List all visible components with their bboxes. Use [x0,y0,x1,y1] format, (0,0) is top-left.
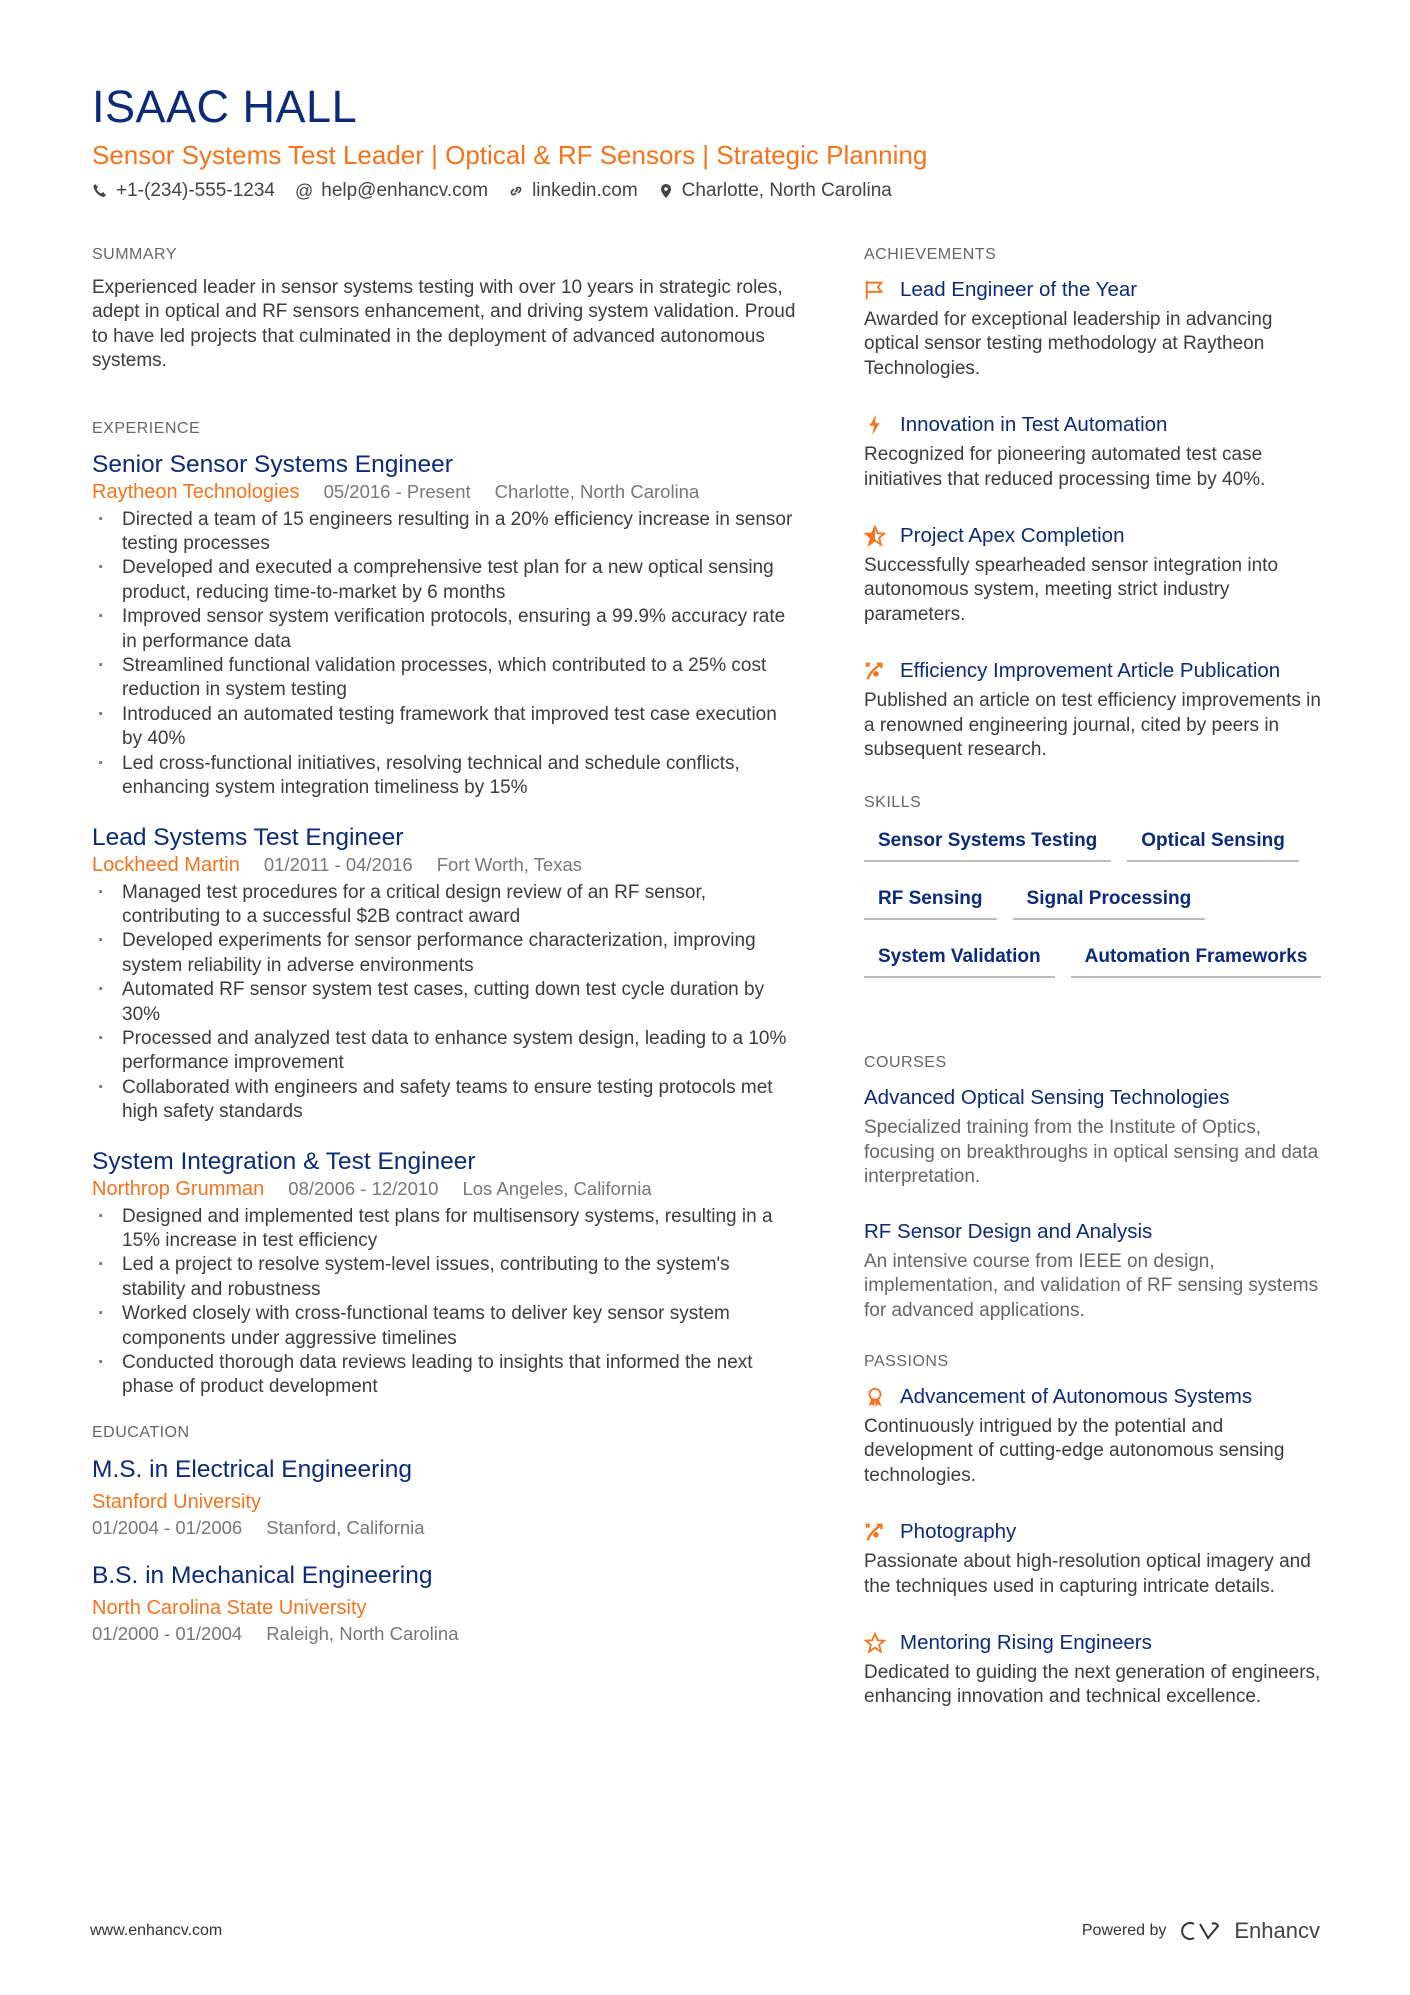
education-dates: 01/2004 - 01/2006 [92,1516,243,1538]
star-icon [864,1632,886,1654]
job-location: Los Angeles, California [462,1177,652,1199]
passion-description: Continuously intrigued by the potential and development of cutting-edge autonomous sensing technologies. [864,1415,1285,1486]
section-heading: PASSIONS [864,1352,949,1370]
achievements-section [864,244,1326,762]
achievement-title-row [864,411,1326,439]
email-icon: @ [294,181,314,201]
skill-tag: System Validation [864,940,1055,978]
bullet-list [92,1205,798,1400]
job-title: Senior Sensor Systems Engineer [92,450,453,478]
skill-tag: Sensor Systems Testing [864,824,1111,862]
achievement-item [864,411,1326,492]
passion-title-row [864,1383,1326,1411]
candidate-title: Sensor Systems Test Leader | Optical & RF Sensors | Strategic Planning [92,140,928,170]
course-description: An intensive course from IEEE on design, implementation, and validation of RF sensing systems for advanced applications. [864,1250,1319,1321]
route-icon [864,660,886,682]
section-heading: ACHIEVEMENTS [864,246,997,263]
section-heading: SUMMARY [92,246,177,263]
passion-title: Mentoring Rising Engineers [900,1630,1152,1654]
bullet-item: · Directed a team of 15 engineers resulting in a 20% efficiency increase in sensor testing processes [92,508,798,557]
passion-title-row [864,1629,1326,1657]
skill-tag: Automation Frameworks [1071,940,1322,978]
achievement-title-row [864,522,1326,550]
skill-tag: RF Sensing [864,882,997,920]
school-name: Stanford University [92,1490,261,1513]
passion-title-row [864,1518,1326,1546]
education-meta [92,1622,798,1646]
bullet-list [92,508,798,801]
job-dates: 01/2011 - 04/2016 [263,853,413,875]
footer-url[interactable]: www.enhancv.com [90,1922,223,1939]
star-half-icon [864,525,886,547]
achievement-title-row [864,276,1326,304]
job-title: Lead Systems Test Engineer [92,823,404,851]
passion-item [864,1383,1326,1488]
phone-icon [92,183,108,199]
bullet-item: · Led cross-functional initiatives, resolving technical and schedule conflicts, enhancing system integration timeliness by 15% [92,752,798,801]
degree: B.S. in Mechanical Engineering [92,1561,433,1589]
bullet-item: · Developed experiments for sensor performance characterization, improving system reliability in adverse environments [92,929,798,978]
education-location: Stanford, California [266,1516,425,1538]
achievement-description: Published an article on test efficiency improvements in a renowned engineering journal, cited by peers in subsequent research. [864,690,1321,761]
course-description: Specialized training from the Institute of Optics, focusing on breakthroughs in optical sensing and data interpretation. [864,1117,1319,1188]
passion-item [864,1518,1326,1599]
achievement-description: Awarded for exceptional leadership in advancing optical sensor testing methodology at Raytheon Technologies. [864,309,1273,379]
right-column [864,244,1326,1740]
job-entry [92,823,798,1125]
courses-section [864,1052,1326,1322]
passion-title: Photography [900,1520,1017,1544]
linkedin[interactable]: linkedin.com [532,180,638,201]
bullet-item: · Worked closely with cross-functional teams to deliver key sensor system components under aggressive timelines [92,1302,798,1351]
job-location: Fort Worth, Texas [436,853,583,875]
section-heading: SKILLS [864,794,922,812]
bullet-item: · Designed and implemented test plans for multisensory systems, resulting in a 15% increase in test efficiency [92,1205,798,1254]
enhancv-logo[interactable] [1180,1918,1320,1944]
achievement-title: Efficiency Improvement Article Publication [900,659,1281,683]
left-column [92,244,798,1666]
school-name: North Carolina State University [92,1596,367,1619]
job-meta [92,853,798,877]
bullet-item: · Improved sensor system verification protocols, ensuring a 99.9% accuracy rate in performance data [92,605,798,654]
lightning-icon [864,414,886,436]
bullet-item: · Conducted thorough data reviews leading to insights that informed the next phase of product development [92,1351,798,1400]
job-meta [92,480,798,504]
bullet-list [92,881,798,1125]
job-entry [92,1147,798,1400]
job-dates: 05/2016 - Present [323,480,471,502]
footer [90,1918,1320,1944]
job-location: Charlotte, North Carolina [494,480,700,502]
job-meta [92,1177,798,1201]
brand-name: Enhancv [1234,1918,1320,1943]
location-pin-icon [658,183,674,199]
phone: +1-(234)-555-1234 [116,180,275,201]
skill-tag: Signal Processing [1013,882,1206,920]
email[interactable]: help@enhancv.com [321,180,489,201]
section-heading: EXPERIENCE [92,419,201,437]
passion-title: Advancement of Autonomous Systems [900,1384,1253,1408]
route-icon [864,1521,886,1543]
bullet-item: · Automated RF sensor system test cases, cutting down test cycle duration by 30% [92,978,798,1027]
education-meta [92,1516,798,1540]
course-item [864,1218,1326,1323]
job-entry [92,450,798,801]
passion-description: Dedicated to guiding the next generation of engineers, enhancing innovation and technical excellence. [864,1661,1321,1708]
company-name: Raytheon Technologies [92,480,300,503]
bullet-item: · Developed and executed a comprehensive test plan for a new optical sensing product, reducing time-to-market by 6 months [92,556,798,605]
achievement-item [864,276,1326,381]
contact-info [92,178,1332,204]
degree: M.S. in Electrical Engineering [92,1455,413,1483]
powered-by: Powered by [1081,1922,1167,1939]
link-icon [508,183,524,199]
course-item [864,1084,1326,1189]
bullet-item: · Streamlined functional validation processes, which contributed to a 25% cost reduction in system testing [92,654,798,703]
education-entry [92,1560,798,1646]
skills-section [864,792,1326,978]
achievement-title-row [864,657,1326,685]
company-name: Lockheed Martin [92,853,240,876]
achievement-description: Successfully spearheaded sensor integration into autonomous system, meeting strict industry parameters. [864,555,1279,625]
bullet-item: · Collaborated with engineers and safety teams to ensure testing protocols met high safety standards [92,1076,798,1125]
course-title: RF Sensor Design and Analysis [864,1219,1153,1243]
education-dates: 01/2000 - 01/2004 [92,1622,243,1644]
course-title: Advanced Optical Sensing Technologies [864,1086,1230,1110]
resume-header [92,80,1332,204]
summary-section [92,244,798,374]
section-heading: EDUCATION [92,1423,190,1441]
education-location: Raleigh, North Carolina [266,1622,459,1644]
bullet-item: · Processed and analyzed test data to enhance system design, leading to a 10% performance improvement [92,1027,798,1076]
education-section [92,1422,798,1646]
achievement-title: Lead Engineer of the Year [900,278,1138,301]
bullet-item: · Introduced an automated testing framework that improved test case execution by 40% [92,703,798,752]
job-title: System Integration & Test Engineer [92,1147,476,1175]
achievement-item [864,522,1326,627]
skill-tag: Optical Sensing [1127,824,1299,862]
section-heading: COURSES [864,1054,947,1072]
location: Charlotte, North Carolina [681,180,892,201]
achievement-item [864,657,1326,762]
candidate-name: ISAAC HALL [92,81,358,132]
job-dates: 08/2006 - 12/2010 [288,1177,439,1199]
summary-text: Experienced leader in sensor systems testing with over 10 years in strategic roles, adept in optical and RF sensors enhancement, and driving system validation. Proud to have led projects that culminated in the deployment of advanced autonomous systems. [92,277,796,372]
company-name: Northrop Grumman [92,1177,265,1200]
passion-item [864,1629,1326,1710]
experience-section [92,418,798,1400]
enhancv-logo-icon [1180,1919,1226,1943]
achievement-title: Project Apex Completion [900,524,1125,548]
passions-section [864,1351,1326,1710]
education-entry [92,1454,798,1540]
achievement-description: Recognized for pioneering automated test case initiatives that reduced processing time by 40%. [864,444,1266,490]
achievement-title: Innovation in Test Automation [900,413,1168,437]
passion-description: Passionate about high-resolution optical imagery and the techniques used in capturing intricate details. [864,1551,1311,1597]
flag-icon [864,279,886,301]
award-icon [864,1386,886,1408]
bullet-item: · Led a project to resolve system-level issues, contributing to the system's stability and robustness [92,1253,798,1302]
bullet-item: · Managed test procedures for a critical design review of an RF sensor, contributing to a successful $2B contract award [92,881,798,930]
